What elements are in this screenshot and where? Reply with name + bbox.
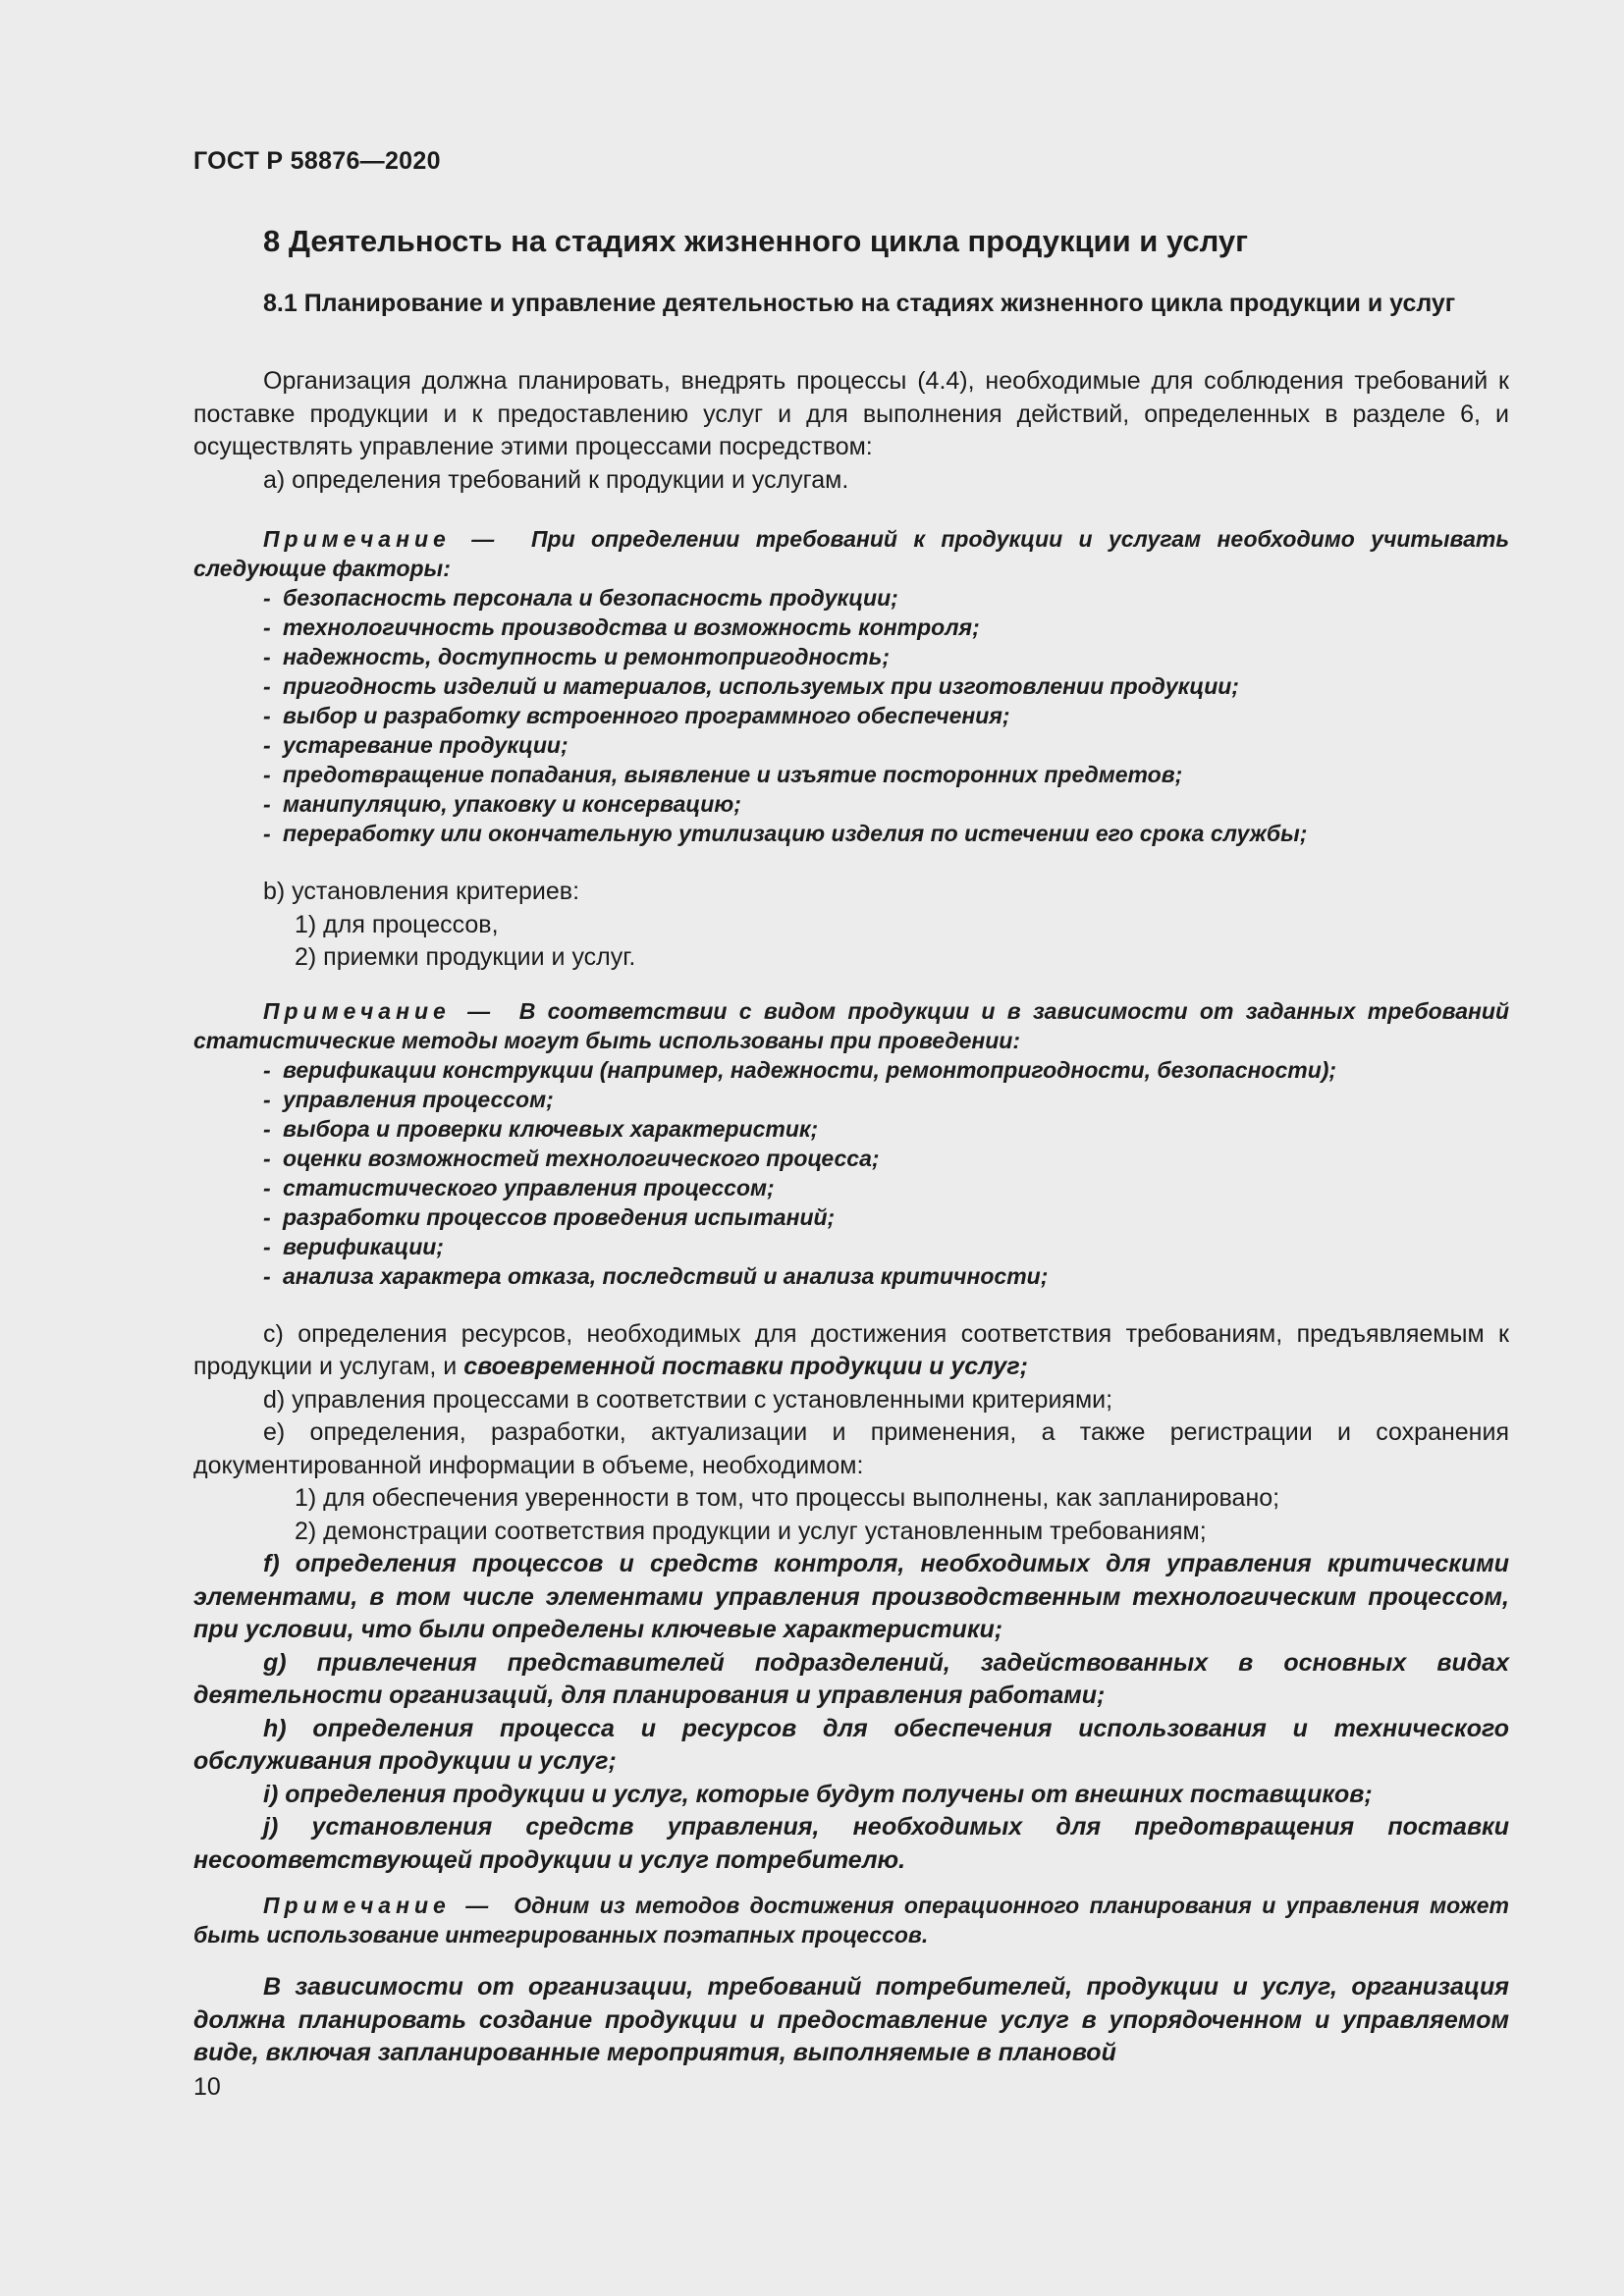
note-3-text: Одним из методов достижения операционного планирования и управления может быть использование интегрированных поэтапных процессов. — [193, 1893, 1510, 1948]
list-item: - надежность, доступность и ремонтопригодность; — [263, 644, 891, 669]
item-e-sub-2: 2) демонстрации соответствия продукции и услуг установленным требованиям; — [295, 1517, 1207, 1545]
list-item: - пригодность изделий и материалов, используемых при изготовлении продукции; — [263, 673, 1239, 699]
item-e: е) определения, разработки, актуализации и применения, а также регистрации и сохранения документированной информации в объеме, необходимом: — [193, 1418, 1509, 1479]
list-item: - переработку или окончательную утилизацию изделия по истечении его срока службы; — [263, 821, 1308, 846]
item-d: d) управления процессами в соответствии с установленными критериями; — [263, 1385, 1113, 1414]
list-item: - верификации; — [263, 1233, 444, 1259]
section-title: 8 Деятельность на стадиях жизненного цикла продукции и услуг — [263, 224, 1249, 258]
note-1-text: При определении требований к продукции и услугам необходимо учитывать следующие факторы: — [193, 526, 1509, 581]
list-item: - безопасность персонала и безопасность продукции; — [263, 585, 898, 611]
item-c: с) определения ресурсов, необходимых для достижения соответствия требованиям, предъявляемым к продукции и услугам, и своевременной поставки продукции и услуг; — [193, 1319, 1509, 1380]
note-2-text: В соответствии с видом продукции и в зависимости от заданных требований статистические методы могут быть использованы при проведении: — [193, 997, 1509, 1053]
list-item: - верификации конструкции (например, надежности, ремонтопригодности, безопасности); — [263, 1056, 1337, 1083]
intro-paragraph: Организация должна планировать, внедрять процессы (4.4), необходимые для соблюдения требований к поставке продукции и к предоставлению услуг и для выполнения действий, определенных в разделе 6, и осуществлять управление этими процессами посредством: — [193, 367, 1509, 460]
item-a: а) определения требований к продукции и услугам. — [263, 465, 849, 494]
item-i: i) определения продукции и услуг, которые будут получены от внешних поставщиков; — [263, 1780, 1373, 1808]
list-item: - управления процессом; — [263, 1086, 554, 1112]
list-item: - выбор и разработку встроенного программного обеспечения; — [263, 703, 1010, 728]
item-h: h) определения процесса и ресурсов для обеспечения использования и технического обслуживания продукции и услуг; — [193, 1714, 1509, 1775]
list-item: - технологичность производства и возможность контроля; — [263, 614, 980, 640]
item-e-sub-1: 1) для обеспечения уверенности в том, что процессы выполнены, как запланировано; — [295, 1484, 1280, 1512]
item-b: b) установления критериев: — [263, 878, 580, 905]
note-1 — [193, 524, 1509, 583]
note-3-label: Примечание — — [263, 1893, 494, 1918]
list-item: - предотвращение попадания, выявление и изъятие посторонних предметов; — [263, 762, 1183, 787]
item-b-sub-1: 1) для процессов, — [295, 910, 499, 938]
list-item: - устаревание продукции; — [263, 732, 568, 758]
list-item: - оценки возможностей технологического процесса; — [263, 1145, 880, 1171]
list-item: - манипуляцию, упаковку и консервацию; — [263, 791, 741, 817]
document-body — [193, 365, 1509, 2070]
item-g: g) привлечения представителей подразделений, задействованных в основных видах деятельности организаций, для планирования и управления работами; — [193, 1648, 1509, 1709]
note-2 — [193, 996, 1509, 1055]
note-1-label: Примечание — — [263, 526, 500, 552]
page-number: 10 — [193, 2073, 221, 2101]
item-f: f) определения процессов и средств контроля, необходимых для управления критическими элементами, в том числе элементами управления производственным технологическим процессом, при условии, что были определены ключевые характеристики; — [193, 1550, 1509, 1643]
note-3 — [193, 1891, 1509, 1949]
item-b-sub-2: 2) приемки продукции и услуг. — [295, 943, 636, 971]
item-j: j) установления средств управления, необходимых для предотвращения поставки несоответствующей продукции и услуг потребителю. — [193, 1813, 1509, 1874]
note-1-list — [193, 583, 1509, 848]
subsection-title: 8.1 Планирование и управление деятельностью на стадиях жизненного цикла продукции и услуг — [263, 290, 1456, 317]
note-2-list — [193, 1055, 1509, 1291]
note-2-label: Примечание — — [263, 997, 496, 1024]
list-item: - выбора и проверки ключевых характеристик; — [263, 1115, 819, 1142]
item-c-emphasis: своевременной поставки продукции и услуг; — [463, 1353, 1028, 1380]
list-item: - разработки процессов проведения испытаний; — [263, 1203, 836, 1230]
list-item: - анализа характера отказа, последствий и анализа критичности; — [263, 1262, 1049, 1289]
list-item: - статистического управления процессом; — [263, 1174, 775, 1201]
standard-designation: ГОСТ Р 58876—2020 — [193, 147, 441, 175]
closing-paragraph: В зависимости от организации, требований потребителей, продукции и услуг, организация должна планировать создание продукции и предоставление услуг в упорядоченном и управляемом виде, включая запланированные мероприятия, выполняемые в плановой — [193, 1973, 1509, 2066]
